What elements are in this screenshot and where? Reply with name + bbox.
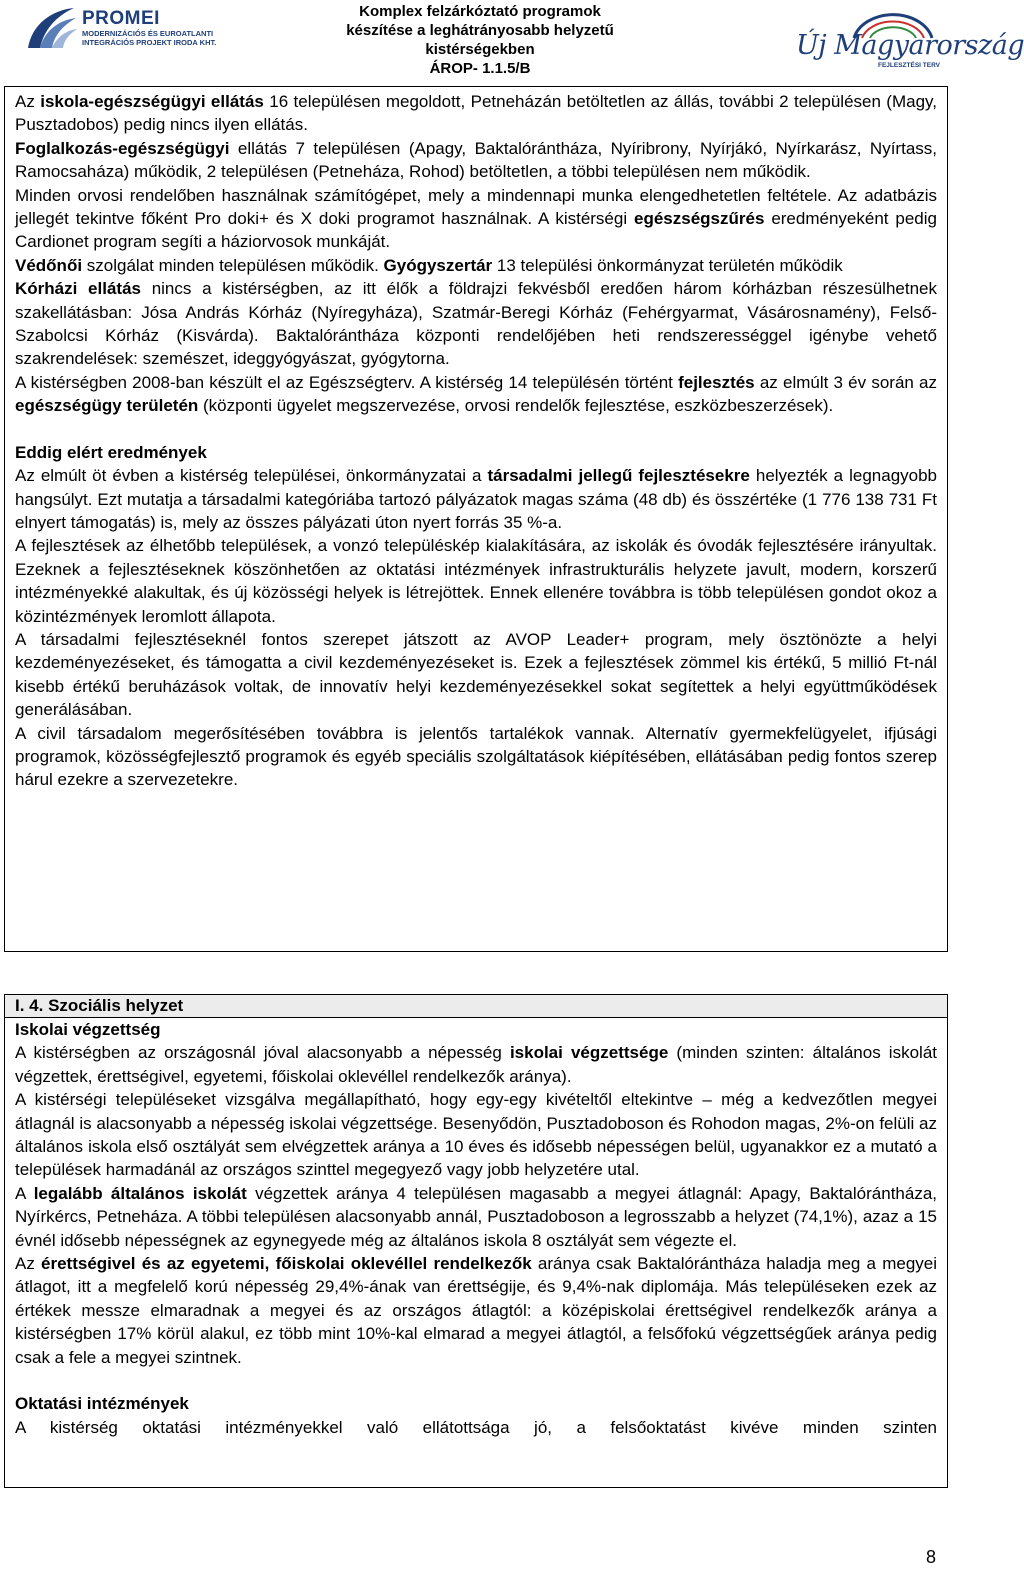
paragraph — [15, 184, 937, 254]
paragraph — [15, 464, 937, 534]
bold-text: legalább általános iskolát — [33, 1183, 247, 1203]
promei-swirl-icon — [22, 4, 78, 52]
social-section-box — [4, 994, 948, 1488]
subheading-institutions: Oktatási intézmények — [15, 1394, 189, 1414]
promei-logo — [22, 4, 292, 52]
page-header — [0, 0, 1024, 80]
text: helyezték a legnagyobb hangsúlyt. Ezt mutatja a társadalmi kategóriába tartozó pályázatok magas száma (48 db) és összértéke (1 776 138 731 Ft elnyert támogatás) is, mely az összes pályázati úton nyert forrás 35 %-a. — [15, 466, 938, 532]
text: Minden orvosi rendelőben használnak számítógépet, mely a mindennapi munka elengedhetetlen feltétele. Az adatbázis jellegét tekintve főként Pro doki+ és X doki programot használnak. A kistérségi — [15, 185, 937, 229]
text: eredményeként pedig Cardionet program segíti a háziorvosok munkáját. — [15, 209, 937, 252]
bold-text: egészségügy területén — [15, 396, 199, 416]
promei-sub-line2: INTEGRÁCIÓS PROJEKT IRODA KHT. — [82, 38, 217, 47]
project-title-line1: Komplex felzárkóztató programok — [359, 3, 601, 20]
subheading-education: Iskolai végzettség — [15, 1020, 161, 1039]
spacer — [15, 418, 937, 441]
bold-text: Kórházi ellátás — [15, 279, 141, 299]
text: Az — [15, 1254, 42, 1274]
paragraph — [15, 1182, 937, 1252]
project-title-line2: készítése a leghátrányosabb helyzetű — [346, 22, 614, 39]
bold-text: Foglalkozás-egészségügyi — [15, 138, 230, 158]
text: aránya csak Baktalórántháza haladja meg a megyei átlagot, itt a megfelelő korú népesség 29,4%-ának van érettségije, és 9,4%-nak diplomája. Más településeken ezek az értékek messze elmaradnak a megyei és az országos átlagtól: a középiskolai érettségivel rendelkezők aránya a kistérségben 17% körül alakul, ez több mint 10%-kal elmarad a megyei átlagtól, a felsőfokú végzettségűek aránya pedig csak a fele a megyei szintnek. — [15, 1254, 938, 1367]
subheading-results: Eddig elért eredmények — [15, 442, 207, 462]
bold-text: Gyógyszertár — [383, 255, 493, 275]
bold-text: társadalmi jellegű fejlesztésekre — [487, 466, 750, 486]
project-code: ÁROP- 1.1.5/B — [429, 60, 531, 77]
bold-text: iskolai végzettsége — [509, 1043, 669, 1063]
section-title: I. 4. Szociális helyzet — [5, 995, 947, 1018]
text: végzettek aránya 4 településen magasabb a megyei átlagnál: Apagy, Baktalórántháza, Nyírkércs, Petneháza. A többi településen alacsonyabb annál, Pusztadoboson a legrosszabb a helyzet (74,1%), azaz a 15 évnél idősebb népességnek az egynegyede még az általános iskola 8 osztályát sem végezte el. — [15, 1183, 937, 1250]
text: 16 településen megoldott, Petneházán betöltetlen az állás, további 2 településen (Magy, Pusztadobos) pedig nincs ilyen ellátás. — [15, 92, 938, 135]
bold-text: egészségszűrés — [634, 209, 765, 229]
fejlesztesi-terv-label: FEJLESZTÉSI TERV — [878, 62, 941, 69]
paragraph — [15, 277, 937, 371]
bold-text: érettségivel és az egyetemi, főiskolai oklevéllel rendelkezők — [41, 1254, 532, 1274]
project-title-line3: kistérségekben — [425, 41, 535, 58]
promei-sub-line1: MODERNIZÁCIÓS ÉS EUROATLANTI — [82, 29, 214, 38]
paragraph: A fejlesztések az élhetőbb települések, a vonzó településkép kialakítására, az iskolák és óvodák fejlesztésére irányultak. Ezeknek a fejlesztéseknek köszönhetően az oktatási intézmények infrastrukturális helyzete javult, modern, korszerű intézményekké alakultak, és új közösségi helyek is létrejöttek. Ennek ellenére továbbra is több településen gondot okoz a közintézmények leromlott állapota. — [15, 536, 937, 626]
text: A — [15, 1183, 34, 1203]
paragraph — [15, 137, 937, 184]
text: Az — [15, 92, 41, 111]
paragraph: A kistérségi településeket vizsgálva megállapítható, hogy egy-egy kivételtől eltekintve – még a kedvezőtlen megyei átlagnál is alacsonyabb a népesség iskolai végzettsége. Besenyődön, Pusztadoboson és Rohodon magas, 2%-on felüli az általános iskola első osztályát sem elvégzettek aránya a 10 éves és idősebb népességen belül, ugyanakkor ez a mutató a települések harmadánál az országos szinttel megegyező vagy jobb helyzetére utal. — [15, 1090, 937, 1180]
uj-magyarorszag-name: Új Magyarország — [796, 30, 1024, 61]
paragraph — [15, 90, 937, 137]
paragraph — [15, 371, 937, 418]
project-title — [300, 2, 660, 78]
paragraph — [15, 1252, 937, 1369]
text: nincs a kistérségben, az itt élők a földrajzi fekvésből eredően három kórházban részesülhetnek szakellátásban: Jósa András Kórház (Nyíregyháza), Szatmár-Beregi Kórház (Fehérgyarmat, Vásárosnamény), Felső-Szabolcsi Kórház (Kisvárda). Baktalórántháza központi rendelőjében heti rendszerességgel igénybe vehető szakrendelések: szemészet, ideggyógyászat, gyógytorna. — [15, 279, 937, 369]
paragraph: A társadalmi fejlesztéseknél fontos szerepet játszott az AVOP Leader+ program, mely ösztönözte a helyi kezdeményezéseket, és támogatta a civil kezdeményezéseket is. Ezek a fejlesztések zömmel kis értékű, 5 millió Ft-nál kisebb értékű beruházások voltak, de innovatív helyi kezdeményezésekkel sokat segítettek a helyi együttműködések generálásában. — [15, 629, 937, 720]
text: (minden szinten: általános iskolát végzettek, érettségivel, egyetemi, főiskolai oklevéllel rendelkezők aránya). — [15, 1043, 937, 1086]
text: szolgálat minden településen működik. — [82, 255, 384, 275]
bold-text: Védőnői — [15, 255, 83, 275]
text: 13 települési önkormányzat területén működik — [492, 255, 843, 275]
uj-magyarorszag-logo — [790, 6, 1024, 72]
text: A kistérségben az országosnál jóval alacsonyabb a népesség — [15, 1043, 510, 1063]
page-number: 8 — [926, 1547, 937, 1567]
text: az elmúlt 3 év során az — [754, 372, 938, 392]
paragraph — [15, 254, 937, 277]
promei-subtitle — [82, 29, 216, 47]
paragraph: A civil társadalom megerősítésében továbbra is jelentős tartalékok vannak. Alternatív gyermekfelügyelet, ifjúsági programok, közösségfejlesztő programok és egyéb speciális szolgáltatások kiépítésében, ellátásában pedig fontos szerep hárul ezekre a szervezetekre. — [15, 723, 937, 790]
bold-text: iskola-egészségügyi ellátás — [40, 92, 264, 111]
text: A kistérségben 2008-ban készült el az Egészségterv. A kistérség 14 településén történt — [15, 372, 679, 392]
text: ellátás 7 településen (Apagy, Baktalórántháza, Nyíribrony, Nyírjákó, Nyírkarász, Nyírtass, Ramocsaháza) működik, 2 településen (Petneháza, Rohod) betöltetlen, a többi településen nem működik. — [15, 138, 937, 182]
health-section-box — [4, 86, 948, 952]
text: Az elmúlt öt évben a kistérség települései, önkormányzatai a — [15, 466, 488, 486]
spacer — [15, 1369, 937, 1392]
paragraph — [15, 1041, 937, 1088]
text: (központi ügyelet megszervezése, orvosi rendelők fejlesztése, eszközbeszerzések). — [198, 396, 834, 416]
bold-text: fejlesztés — [678, 372, 755, 392]
promei-name: PROMEI — [82, 8, 160, 29]
paragraph: A kistérség oktatási intézményekkel való ellátottsága jó, a felsőoktatást kivéve minden szinten — [15, 1417, 937, 1437]
